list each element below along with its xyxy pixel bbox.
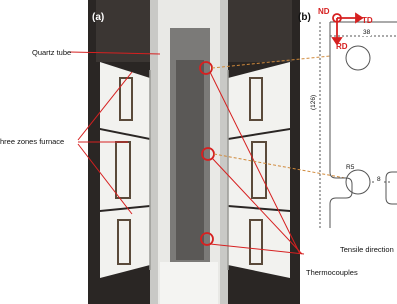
radius-label: R5: [346, 164, 355, 171]
furnace-label: hree zones furnace: [0, 137, 65, 146]
tensile-direction-label: Tensile direction: [340, 245, 394, 254]
panel-label-b: (b): [298, 12, 311, 23]
quartz-tube-label: Quartz tube: [32, 48, 72, 57]
orientation-axes: [333, 14, 362, 44]
thermocouples-label: Thermocouples: [306, 268, 358, 277]
furnace-photo: [88, 0, 300, 304]
upper-pin-hole: [346, 46, 370, 70]
nd-label: ND: [318, 7, 330, 16]
lower-pin-hole: [346, 170, 370, 194]
rd-label: RD: [336, 42, 348, 51]
neck-dimension: 8: [377, 176, 381, 183]
td-label: TD: [362, 16, 373, 25]
width-dimension: 38: [363, 29, 371, 36]
panel-label-a: (a): [92, 12, 105, 23]
length-dimension: (126): [310, 94, 317, 110]
